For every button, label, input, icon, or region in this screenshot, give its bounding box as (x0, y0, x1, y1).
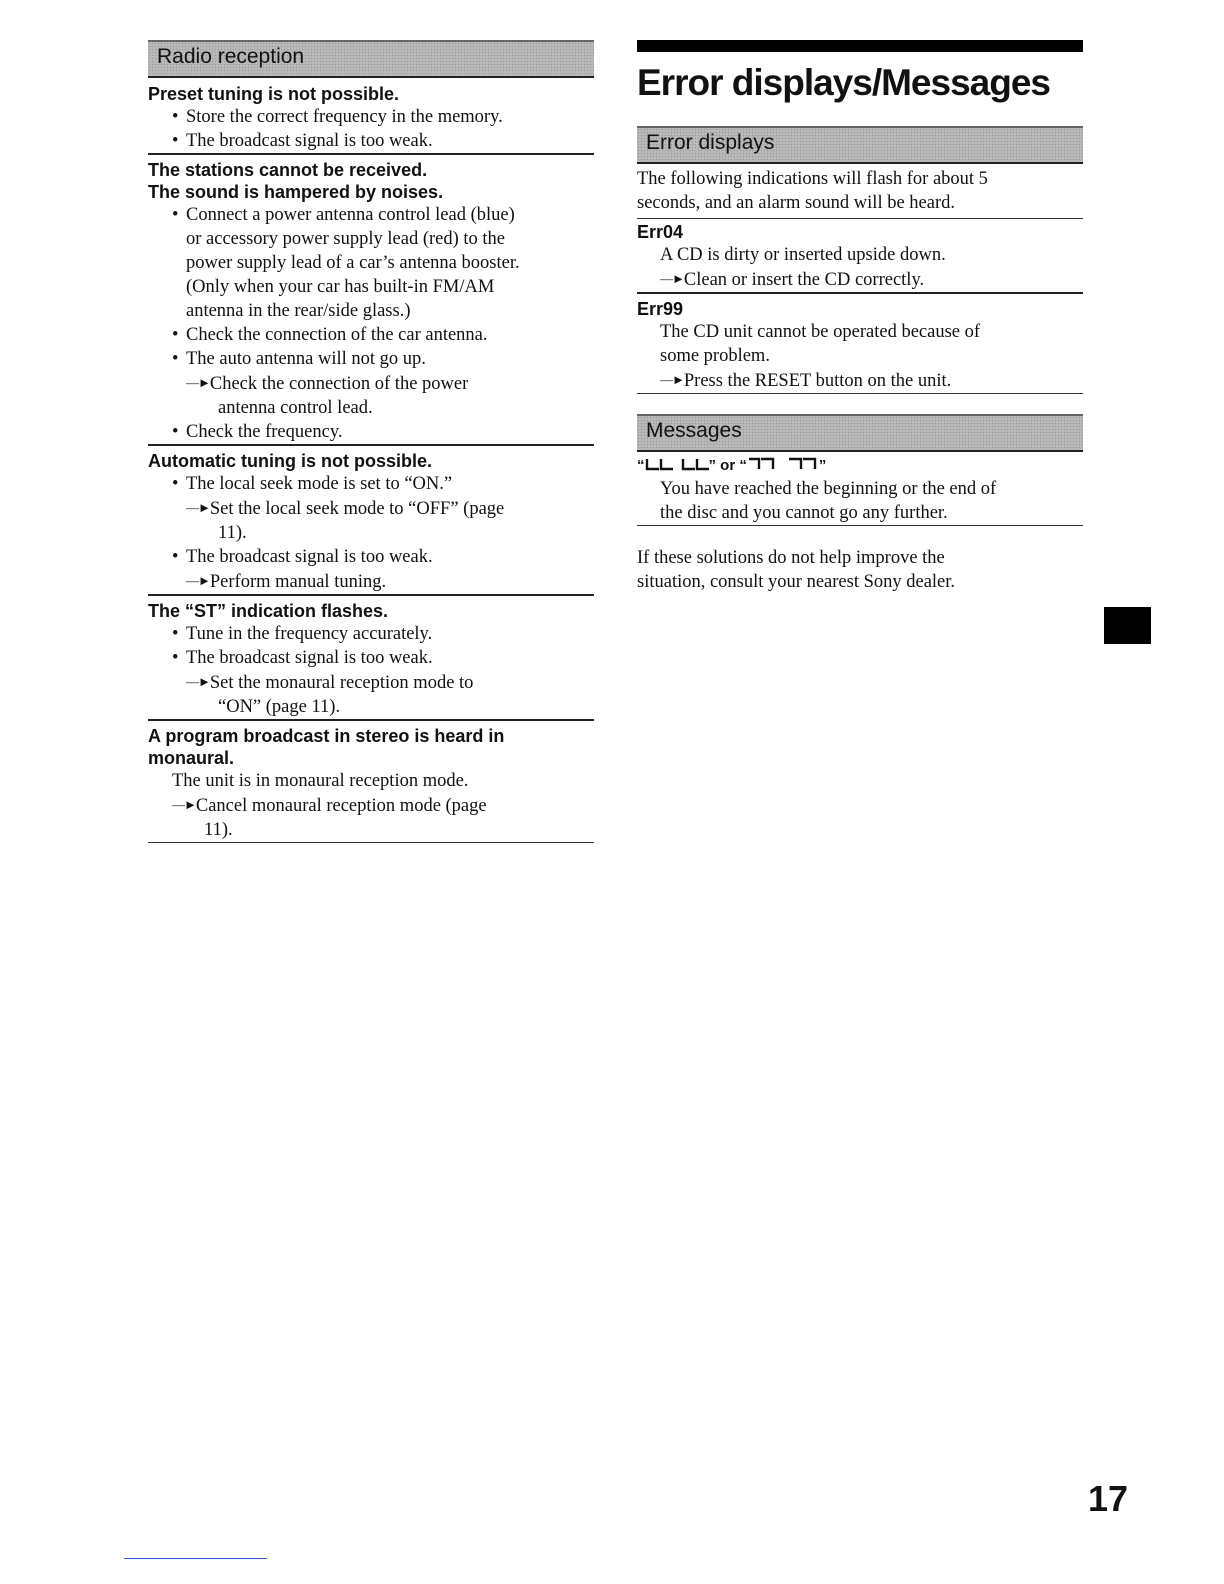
remedy-line (148, 371, 594, 396)
page-number: 17 (1088, 1478, 1129, 1519)
remedy-text: Set the monaural reception mode to (209, 673, 474, 693)
divider (637, 218, 1083, 219)
remedy-continuation: “ON” (page 11). (218, 697, 341, 717)
message-description-cont: the disc and you cannot go any further. (660, 503, 948, 523)
arrow-right-icon: —► (186, 500, 210, 515)
error-code-err04: Err04 (637, 222, 684, 242)
question-st-indication: The “ST” indication flashes. (148, 601, 389, 621)
divider (148, 153, 594, 155)
arrow-right-icon: —► (172, 797, 196, 812)
arrow-right-icon: —► (186, 375, 210, 390)
or-word: or (720, 457, 736, 474)
answer-bullet: • The local seek mode is set to “ON.” (148, 472, 594, 496)
intro-line: The following indications will flash for about 5 (637, 169, 988, 189)
remedy-line (637, 368, 1083, 393)
answer-bullet: • The auto antenna will not go up. (148, 347, 594, 371)
answer-bullet: • Store the correct frequency in the memory. (148, 105, 594, 129)
divider (637, 393, 1083, 394)
answer-text: The unit is in monaural reception mode. (172, 771, 469, 791)
section-header-label: Messages (646, 419, 742, 442)
error-description-cont: some problem. (660, 346, 770, 366)
divider (637, 292, 1083, 294)
answer-bullet: • The broadcast signal is too weak. (148, 129, 594, 153)
right-column (637, 40, 1083, 594)
remedy-line (148, 496, 594, 521)
closing-text (637, 546, 1083, 594)
answer-continuation: power supply lead of a car’s antenna booster. (186, 253, 520, 273)
arrow-right-icon: —► (186, 674, 210, 689)
segment-display-message: “ ” or “ ” (637, 457, 827, 474)
arrow-right-icon: —► (660, 271, 684, 286)
question-noises: The sound is hampered by noises. (148, 182, 444, 202)
section-header-label: Error displays (646, 131, 775, 154)
title-bar (637, 40, 1083, 52)
section-header-radio-reception (148, 40, 594, 78)
closing-line: situation, consult your nearest Sony dealer. (637, 572, 956, 592)
segment-display-top-icon (747, 457, 819, 471)
divider (148, 594, 594, 596)
section-header-messages (637, 414, 1083, 452)
remedy-text: Cancel monaural reception mode (page (195, 796, 487, 816)
section-header-label: Radio reception (157, 45, 305, 68)
page-title: Error displays/Messages (637, 62, 1050, 103)
error-code-err99: Err99 (637, 299, 684, 319)
answer-continuation: or accessory power supply lead (red) to the (186, 229, 506, 249)
answer-bullet: • Check the frequency. (148, 420, 594, 444)
arrow-right-icon: —► (186, 573, 210, 588)
remedy-text: Press the RESET button on the unit. (683, 371, 952, 391)
answer-bullet: • Check the connection of the car antenna. (148, 323, 594, 347)
divider (148, 719, 594, 721)
question-stereo-monaural: A program broadcast in stereo is heard in (148, 726, 505, 746)
question-stereo-monaural-cont: monaural. (148, 748, 235, 768)
remedy-text: Set the local seek mode to “OFF” (page (209, 499, 505, 519)
intro-text (637, 167, 1083, 218)
remedy-line (148, 569, 594, 594)
closing-line: If these solutions do not help improve the (637, 548, 945, 568)
answer-bullet: • The broadcast signal is too weak. (148, 545, 594, 569)
remedy-continuation: 11). (218, 523, 247, 543)
error-description: A CD is dirty or inserted upside down. (660, 245, 946, 265)
section-tab-marker (1104, 607, 1151, 644)
answer-bullet: • Connect a power antenna control lead (blue) (148, 203, 594, 227)
intro-line: seconds, and an alarm sound will be heard. (637, 193, 956, 213)
remedy-line (637, 267, 1083, 292)
answer-bullet: • The broadcast signal is too weak. (148, 646, 594, 670)
remedy-text: Check the connection of the power (209, 374, 469, 394)
answer-continuation: (Only when your car has built-in FM/AM (186, 277, 495, 297)
segment-display-bottom-icon (645, 457, 709, 471)
remedy-text: Perform manual tuning. (209, 572, 387, 592)
answer-bullet: • Tune in the frequency accurately. (148, 622, 594, 646)
divider (148, 842, 594, 843)
message-description: You have reached the beginning or the end of (660, 479, 997, 499)
left-column (148, 40, 594, 843)
section-header-error-displays (637, 126, 1083, 164)
remedy-continuation: 11). (204, 820, 233, 840)
answer-continuation: antenna in the rear/side glass.) (186, 301, 411, 321)
divider (637, 525, 1083, 526)
remedy-continuation: antenna control lead. (218, 398, 373, 418)
question-preset-tuning: Preset tuning is not possible. (148, 84, 400, 104)
remedy-text: Clean or insert the CD correctly. (683, 270, 925, 290)
footnote-rule (124, 1558, 267, 1559)
remedy-line (148, 670, 594, 695)
question-automatic-tuning: Automatic tuning is not possible. (148, 451, 433, 471)
question-stations: The stations cannot be received. (148, 160, 428, 180)
divider (148, 444, 594, 446)
arrow-right-icon: —► (660, 372, 684, 387)
remedy-line (148, 793, 594, 818)
error-description: The CD unit cannot be operated because of (660, 322, 981, 342)
